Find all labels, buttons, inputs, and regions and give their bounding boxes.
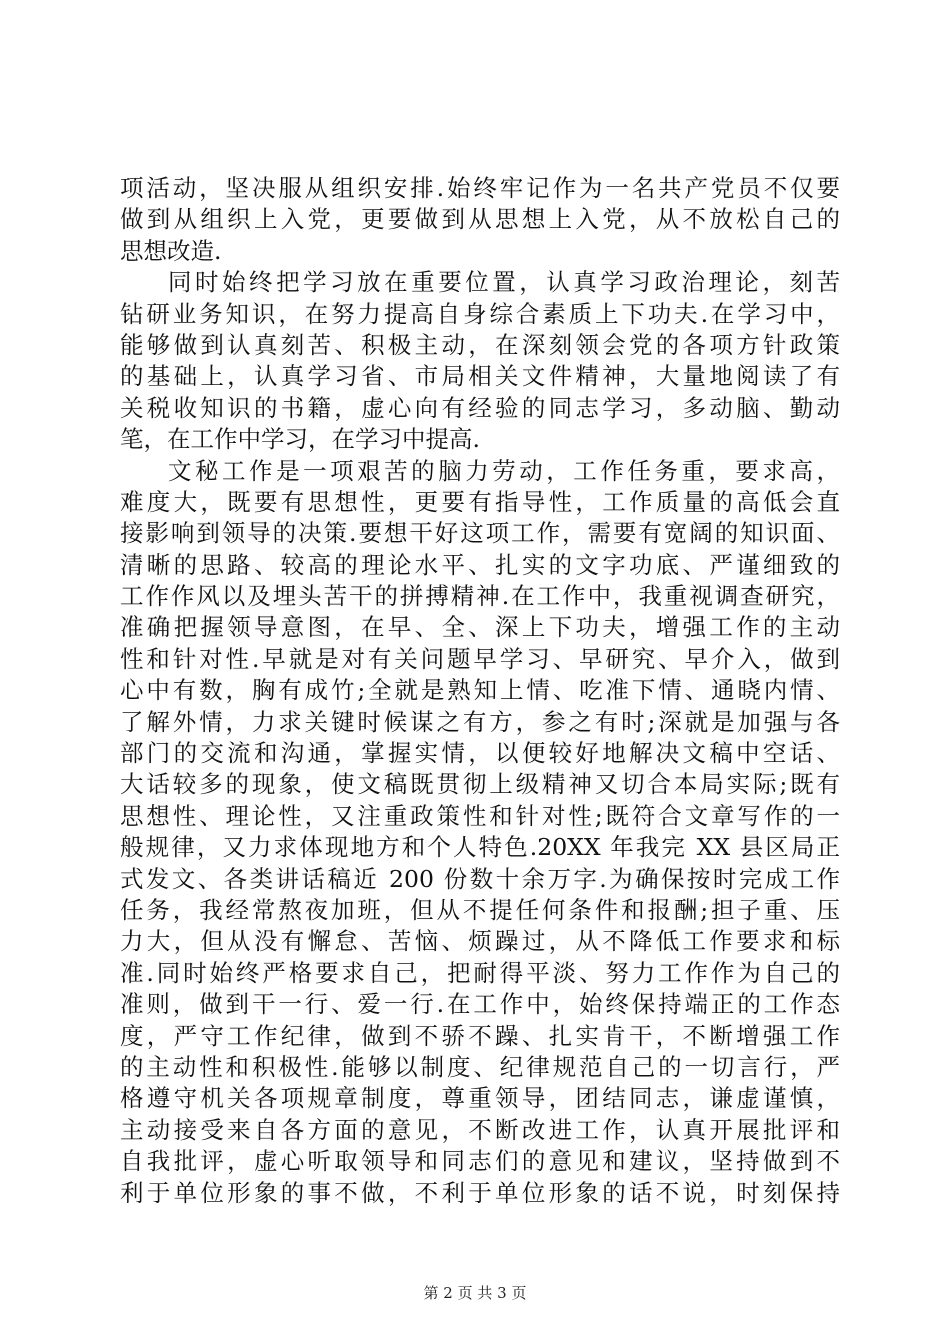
text-line: 性和针对性.早就是对有关问题早学习、早研究、早介入，做到 bbox=[120, 644, 840, 673]
document-body bbox=[120, 173, 840, 1209]
text-line: 部门的交流和沟通，掌握实情，以便较好地解决文稿中空话、 bbox=[120, 739, 840, 768]
text-line: 准则，做到干一行、爱一行.在工作中，始终保持端正的工作态 bbox=[120, 990, 840, 1019]
text-line: 利于单位形象的事不做，不利于单位形象的话不说，时刻保持 bbox=[120, 1178, 840, 1207]
text-line: 的基础上，认真学习省、市局相关文件精神，大量地阅读了有 bbox=[120, 362, 840, 391]
text-line: 准确把握领导意图，在早、全、深上下功夫，增强工作的主动 bbox=[120, 613, 840, 642]
text-line: 主动接受来自各方面的意见，不断改进工作，认真开展批评和 bbox=[120, 1115, 840, 1144]
text-line: 式发文、各类讲话稿近 200 份数十余万字.为确保按时完成工作 bbox=[120, 864, 840, 893]
text-line: 度，严守工作纪律，做到不骄不躁、扎实肯干，不断增强工作 bbox=[120, 1021, 840, 1050]
text-line: 力大，但从没有懈怠、苦恼、烦躁过，从不降低工作要求和标 bbox=[120, 927, 840, 956]
text-line: 心中有数，胸有成竹;全就是熟知上情、吃准下情、通晓内情、 bbox=[120, 676, 840, 705]
text-line: 工作作风以及埋头苦干的拼搏精神.在工作中，我重视调查研究， bbox=[120, 582, 840, 611]
text-line: 任务，我经常熬夜加班，但从不提任何条件和报酬;担子重、压 bbox=[120, 895, 840, 924]
paragraph-start-line: 同时始终把学习放在重要位置，认真学习政治理论，刻苦 bbox=[168, 268, 840, 297]
text-line: 的主动性和积极性.能够以制度、纪律规范自己的一切言行，严 bbox=[120, 1052, 840, 1081]
text-line: 关税收知识的书籍，虚心向有经验的同志学习，多动脑、勤动 bbox=[120, 393, 840, 422]
text-line: 思想改造. bbox=[120, 236, 222, 265]
text-line: 大话较多的现象，使文稿既贯彻上级精神又切合本局实际;既有 bbox=[120, 770, 840, 799]
text-line: 了解外情，力求关键时候谋之有方，参之有时;深就是加强与各 bbox=[120, 707, 840, 736]
text-line: 难度大，既要有思想性，更要有指导性，工作质量的高低会直 bbox=[120, 487, 840, 516]
paragraph-start-line: 文秘工作是一项艰苦的脑力劳动，工作任务重，要求高， bbox=[168, 456, 840, 485]
text-line: 笔，在工作中学习，在学习中提高. bbox=[120, 425, 480, 454]
text-line: 格遵守机关各项规章制度，尊重领导，团结同志，谦虚谨慎， bbox=[120, 1084, 840, 1113]
text-line: 接影响到领导的决策.要想干好这项工作，需要有宽阔的知识面、 bbox=[120, 519, 840, 548]
text-line: 钻研业务知识，在努力提高自身综合素质上下功夫.在学习中， bbox=[120, 299, 840, 328]
text-line: 般规律，又力求体现地方和个人特色.20XX 年我完 XX 县区局正 bbox=[120, 833, 840, 862]
text-line: 准.同时始终严格要求自己，把耐得平淡、努力工作作为自己的 bbox=[120, 958, 840, 987]
page-number-footer: 第 2 页 共 3 页 bbox=[423, 1284, 527, 1302]
text-line: 项活动，坚决服从组织安排.始终牢记作为一名共产党员不仅要 bbox=[120, 174, 840, 202]
text-line: 能够做到认真刻苦、积极主动，在深刻领会党的各项方针政策 bbox=[120, 330, 840, 359]
text-line: 做到从组织上入党，更要做到从思想上入党，从不放松自己的 bbox=[120, 205, 840, 234]
text-line: 清晰的思路、较高的理论水平、扎实的文字功底、严谨细致的 bbox=[120, 550, 840, 579]
text-line: 自我批评，虚心听取领导和同志们的意见和建议，坚持做到不 bbox=[120, 1147, 840, 1176]
text-line: 思想性、理论性，又注重政策性和针对性;既符合文章写作的一 bbox=[120, 801, 840, 830]
